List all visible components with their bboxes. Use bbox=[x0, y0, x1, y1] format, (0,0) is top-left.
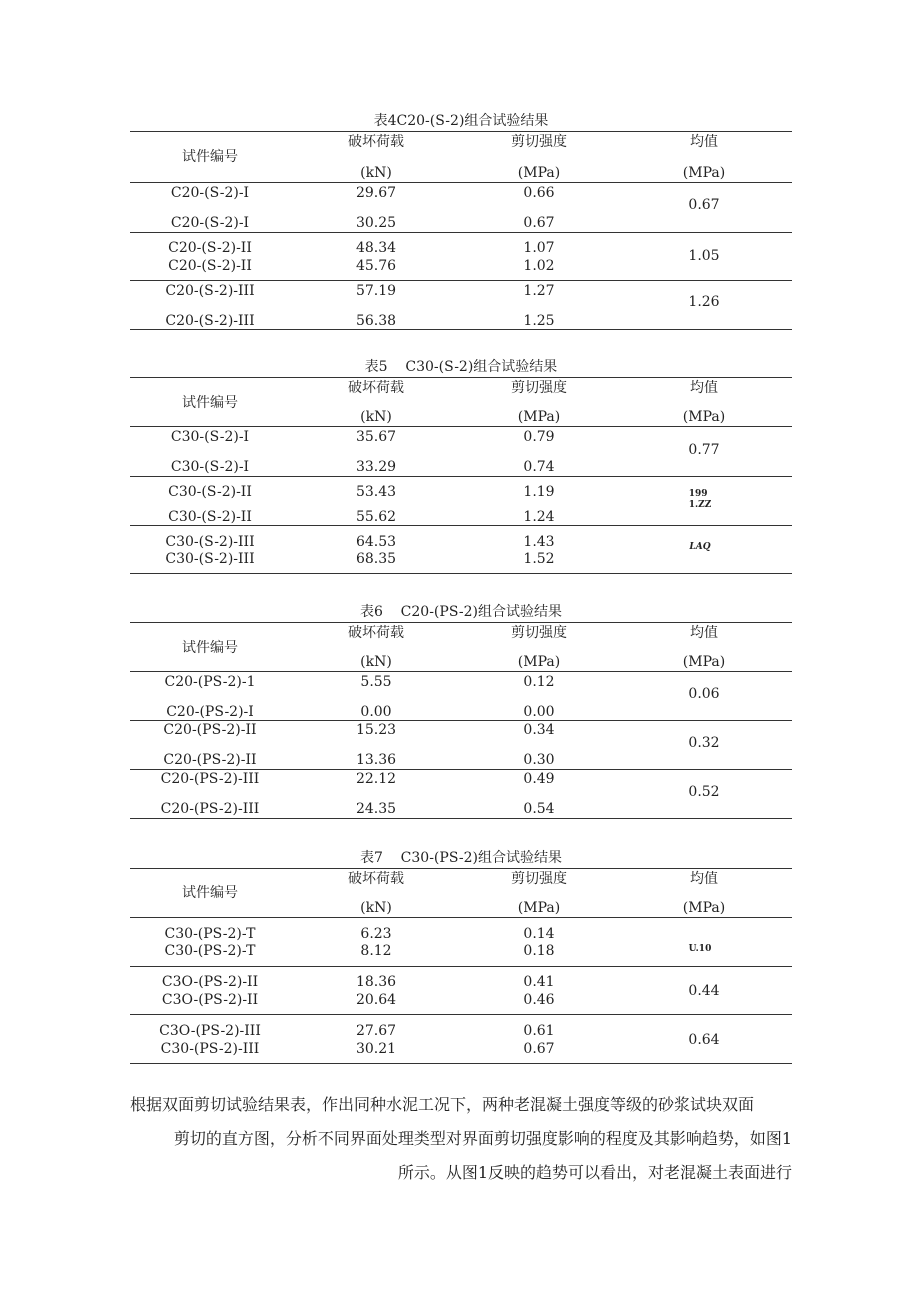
paragraph-line: 根据双面剪切试验结果表，作出同种水泥工况下，两种老混凝土强度等级的砂浆试块双面 bbox=[130, 1095, 755, 1114]
header-failure-load: 破坏荷载 bbox=[348, 134, 404, 150]
header-failure-load-unit: (kN) bbox=[360, 409, 392, 425]
header-average-unit: (MPa) bbox=[682, 409, 726, 425]
cell-shear-strength: 1.43 bbox=[523, 534, 555, 550]
cell-specimen-id: C20-(PS-2)-III bbox=[160, 801, 260, 817]
header-shear-strength: 剪切强度 bbox=[511, 380, 567, 396]
table-caption: 表4C20-(S-2)组合试验结果 bbox=[373, 113, 549, 129]
cell-shear-strength: 1.19 bbox=[523, 484, 555, 500]
cell-specimen-id: C20-(S-2)-III bbox=[165, 283, 255, 299]
group-rule bbox=[130, 720, 792, 721]
header-failure-load: 破坏荷载 bbox=[348, 625, 404, 641]
cell-specimen-id: C30-(PS-2)-T bbox=[164, 943, 256, 959]
cell-specimen-id: C20-(S-2)-I bbox=[170, 185, 250, 201]
cell-average: 0.06 bbox=[688, 686, 720, 702]
cell-failure-load: 64.53 bbox=[355, 534, 397, 550]
cell-failure-load: 15.23 bbox=[355, 722, 397, 738]
header-shear-strength-unit: (MPa) bbox=[517, 900, 561, 916]
cell-shear-strength: 0.67 bbox=[523, 1041, 555, 1057]
cell-specimen-id: C3O-(PS-2)-II bbox=[161, 992, 259, 1008]
cell-shear-strength: 0.67 bbox=[523, 215, 555, 231]
header-average-unit: (MPa) bbox=[682, 165, 726, 181]
cell-average: 0.77 bbox=[688, 442, 720, 458]
cell-specimen-id: C30-(S-2)-II bbox=[168, 509, 252, 525]
cell-specimen-id: C30-(PS-2)-T bbox=[164, 926, 256, 942]
cell-specimen-id: C30-(S-2)-I bbox=[170, 459, 250, 475]
header-specimen-id: 试件编号 bbox=[182, 640, 238, 656]
cell-failure-load: 29.67 bbox=[355, 185, 397, 201]
cell-failure-load: 35.67 bbox=[355, 429, 397, 445]
cell-average: U.10 bbox=[688, 944, 712, 954]
body-paragraph bbox=[130, 1088, 792, 1190]
header-specimen-id: 试件编号 bbox=[182, 395, 238, 411]
header-average: 均值 bbox=[690, 380, 718, 396]
table-bottom-rule bbox=[130, 818, 792, 819]
header-rule bbox=[130, 426, 792, 427]
cell-specimen-id: C3O-(PS-2)-II bbox=[161, 974, 259, 990]
cell-shear-strength: 0.66 bbox=[523, 185, 555, 201]
table-caption: 表5 C30-(S-2)组合试验结果 bbox=[364, 359, 558, 375]
header-shear-strength-unit: (MPa) bbox=[517, 409, 561, 425]
cell-failure-load: 55.62 bbox=[355, 509, 397, 525]
header-failure-load-unit: (kN) bbox=[360, 165, 392, 181]
cell-specimen-id: C30-(PS-2)-III bbox=[160, 1041, 260, 1057]
cell-specimen-id: C3O-(PS-2)-III bbox=[159, 1023, 261, 1039]
cell-shear-strength: 0.18 bbox=[523, 943, 555, 959]
cell-failure-load: 30.25 bbox=[355, 215, 397, 231]
header-shear-strength: 剪切强度 bbox=[511, 625, 567, 641]
group-rule bbox=[130, 476, 792, 477]
table-bottom-rule bbox=[130, 329, 792, 330]
paragraph-line: 剪切的直方图，分析不同界面处理类型对界面剪切强度影响的程度及其影响趋势，如图1 bbox=[173, 1129, 792, 1148]
cell-specimen-id: C30-(S-2)-III bbox=[165, 534, 255, 550]
cell-shear-strength: 1.27 bbox=[523, 283, 555, 299]
cell-shear-strength: 1.52 bbox=[523, 551, 555, 567]
header-specimen-id: 试件编号 bbox=[182, 885, 238, 901]
cell-failure-load: 6.23 bbox=[360, 926, 392, 942]
cell-shear-strength: 0.79 bbox=[523, 429, 555, 445]
cell-specimen-id: C20-(S-2)-II bbox=[168, 258, 252, 274]
header-average-unit: (MPa) bbox=[682, 900, 726, 916]
cell-shear-strength: 0.30 bbox=[523, 752, 555, 768]
cell-specimen-id: C20-(PS-2)-II bbox=[163, 722, 257, 738]
cell-shear-strength: 0.00 bbox=[523, 704, 555, 720]
cell-shear-strength: 0.54 bbox=[523, 801, 555, 817]
header-rule bbox=[130, 917, 792, 918]
group-rule bbox=[130, 525, 792, 526]
cell-average: 0.64 bbox=[688, 1032, 720, 1048]
cell-shear-strength: 0.41 bbox=[523, 974, 555, 990]
cell-failure-load: 5.55 bbox=[360, 674, 392, 690]
cell-failure-load: 30.21 bbox=[355, 1041, 397, 1057]
table-top-rule bbox=[130, 868, 792, 869]
cell-average: 1.26 bbox=[688, 294, 720, 310]
header-failure-load-unit: (kN) bbox=[360, 654, 392, 670]
cell-failure-load: 48.34 bbox=[355, 240, 397, 256]
cell-specimen-id: C20-(PS-2)-II bbox=[163, 752, 257, 768]
cell-failure-load: 68.35 bbox=[355, 551, 397, 567]
cell-failure-load: 0.00 bbox=[360, 704, 392, 720]
group-rule bbox=[130, 966, 792, 967]
cell-shear-strength: 0.12 bbox=[523, 674, 555, 690]
cell-average: 0.32 bbox=[688, 735, 720, 751]
cell-specimen-id: C30-(S-2)-II bbox=[168, 484, 252, 500]
cell-average: 1.05 bbox=[688, 248, 720, 264]
cell-average: 199 1.ZZ bbox=[688, 489, 712, 510]
header-rule bbox=[130, 182, 792, 183]
group-rule bbox=[130, 280, 792, 281]
paragraph-line: 所示。从图1反映的趋势可以看出，对老混凝土表面进行 bbox=[397, 1163, 792, 1182]
group-rule bbox=[130, 232, 792, 233]
header-failure-load-unit: (kN) bbox=[360, 900, 392, 916]
header-specimen-id: 试件编号 bbox=[182, 149, 238, 165]
cell-failure-load: 18.36 bbox=[355, 974, 397, 990]
cell-shear-strength: 1.24 bbox=[523, 509, 555, 525]
cell-shear-strength: 1.25 bbox=[523, 313, 555, 329]
group-rule bbox=[130, 769, 792, 770]
cell-failure-load: 27.67 bbox=[355, 1023, 397, 1039]
header-shear-strength: 剪切强度 bbox=[511, 871, 567, 887]
cell-shear-strength: 0.49 bbox=[523, 771, 555, 787]
cell-failure-load: 57.19 bbox=[355, 283, 397, 299]
cell-specimen-id: C20-(PS-2)-I bbox=[166, 704, 254, 720]
cell-failure-load: 13.36 bbox=[355, 752, 397, 768]
header-average: 均值 bbox=[690, 625, 718, 641]
cell-specimen-id: C30-(S-2)-III bbox=[165, 551, 255, 567]
cell-specimen-id: C20-(S-2)-II bbox=[168, 240, 252, 256]
cell-failure-load: 53.43 bbox=[355, 484, 397, 500]
cell-shear-strength: 1.02 bbox=[523, 258, 555, 274]
cell-failure-load: 8.12 bbox=[360, 943, 392, 959]
header-failure-load: 破坏荷载 bbox=[348, 380, 404, 396]
cell-failure-load: 24.35 bbox=[355, 801, 397, 817]
cell-average: 0.44 bbox=[688, 983, 720, 999]
group-rule bbox=[130, 1014, 792, 1015]
cell-average: LAQ bbox=[689, 542, 711, 552]
cell-specimen-id: C20-(PS-2)-1 bbox=[164, 674, 256, 690]
cell-specimen-id: C20-(S-2)-I bbox=[170, 215, 250, 231]
cell-average: 0.52 bbox=[688, 784, 720, 800]
cell-failure-load: 20.64 bbox=[355, 992, 397, 1008]
header-average: 均值 bbox=[690, 871, 718, 887]
cell-failure-load: 56.38 bbox=[355, 313, 397, 329]
header-shear-strength-unit: (MPa) bbox=[517, 165, 561, 181]
header-rule bbox=[130, 671, 792, 672]
cell-shear-strength: 0.14 bbox=[523, 926, 555, 942]
cell-failure-load: 45.76 bbox=[355, 258, 397, 274]
cell-failure-load: 22.12 bbox=[355, 771, 397, 787]
header-average-unit: (MPa) bbox=[682, 654, 726, 670]
cell-shear-strength: 0.46 bbox=[523, 992, 555, 1008]
header-shear-strength: 剪切强度 bbox=[511, 134, 567, 150]
header-shear-strength-unit: (MPa) bbox=[517, 654, 561, 670]
table-bottom-rule bbox=[130, 1063, 792, 1064]
cell-specimen-id: C20-(PS-2)-III bbox=[160, 771, 260, 787]
table-caption: 表6 C20-(PS-2)组合试验结果 bbox=[359, 604, 563, 620]
cell-failure-load: 33.29 bbox=[355, 459, 397, 475]
table-bottom-rule bbox=[130, 573, 792, 574]
cell-average: 0.67 bbox=[688, 197, 720, 213]
cell-shear-strength: 0.61 bbox=[523, 1023, 555, 1039]
header-average: 均值 bbox=[690, 134, 718, 150]
cell-specimen-id: C30-(S-2)-I bbox=[170, 429, 250, 445]
header-failure-load: 破坏荷载 bbox=[348, 871, 404, 887]
table-top-rule bbox=[130, 622, 792, 623]
table-caption: 表7 C30-(PS-2)组合试验结果 bbox=[359, 850, 563, 866]
cell-shear-strength: 1.07 bbox=[523, 240, 555, 256]
table-top-rule bbox=[130, 131, 792, 132]
cell-shear-strength: 0.34 bbox=[523, 722, 555, 738]
cell-specimen-id: C20-(S-2)-III bbox=[165, 313, 255, 329]
cell-shear-strength: 0.74 bbox=[523, 459, 555, 475]
table-top-rule bbox=[130, 377, 792, 378]
